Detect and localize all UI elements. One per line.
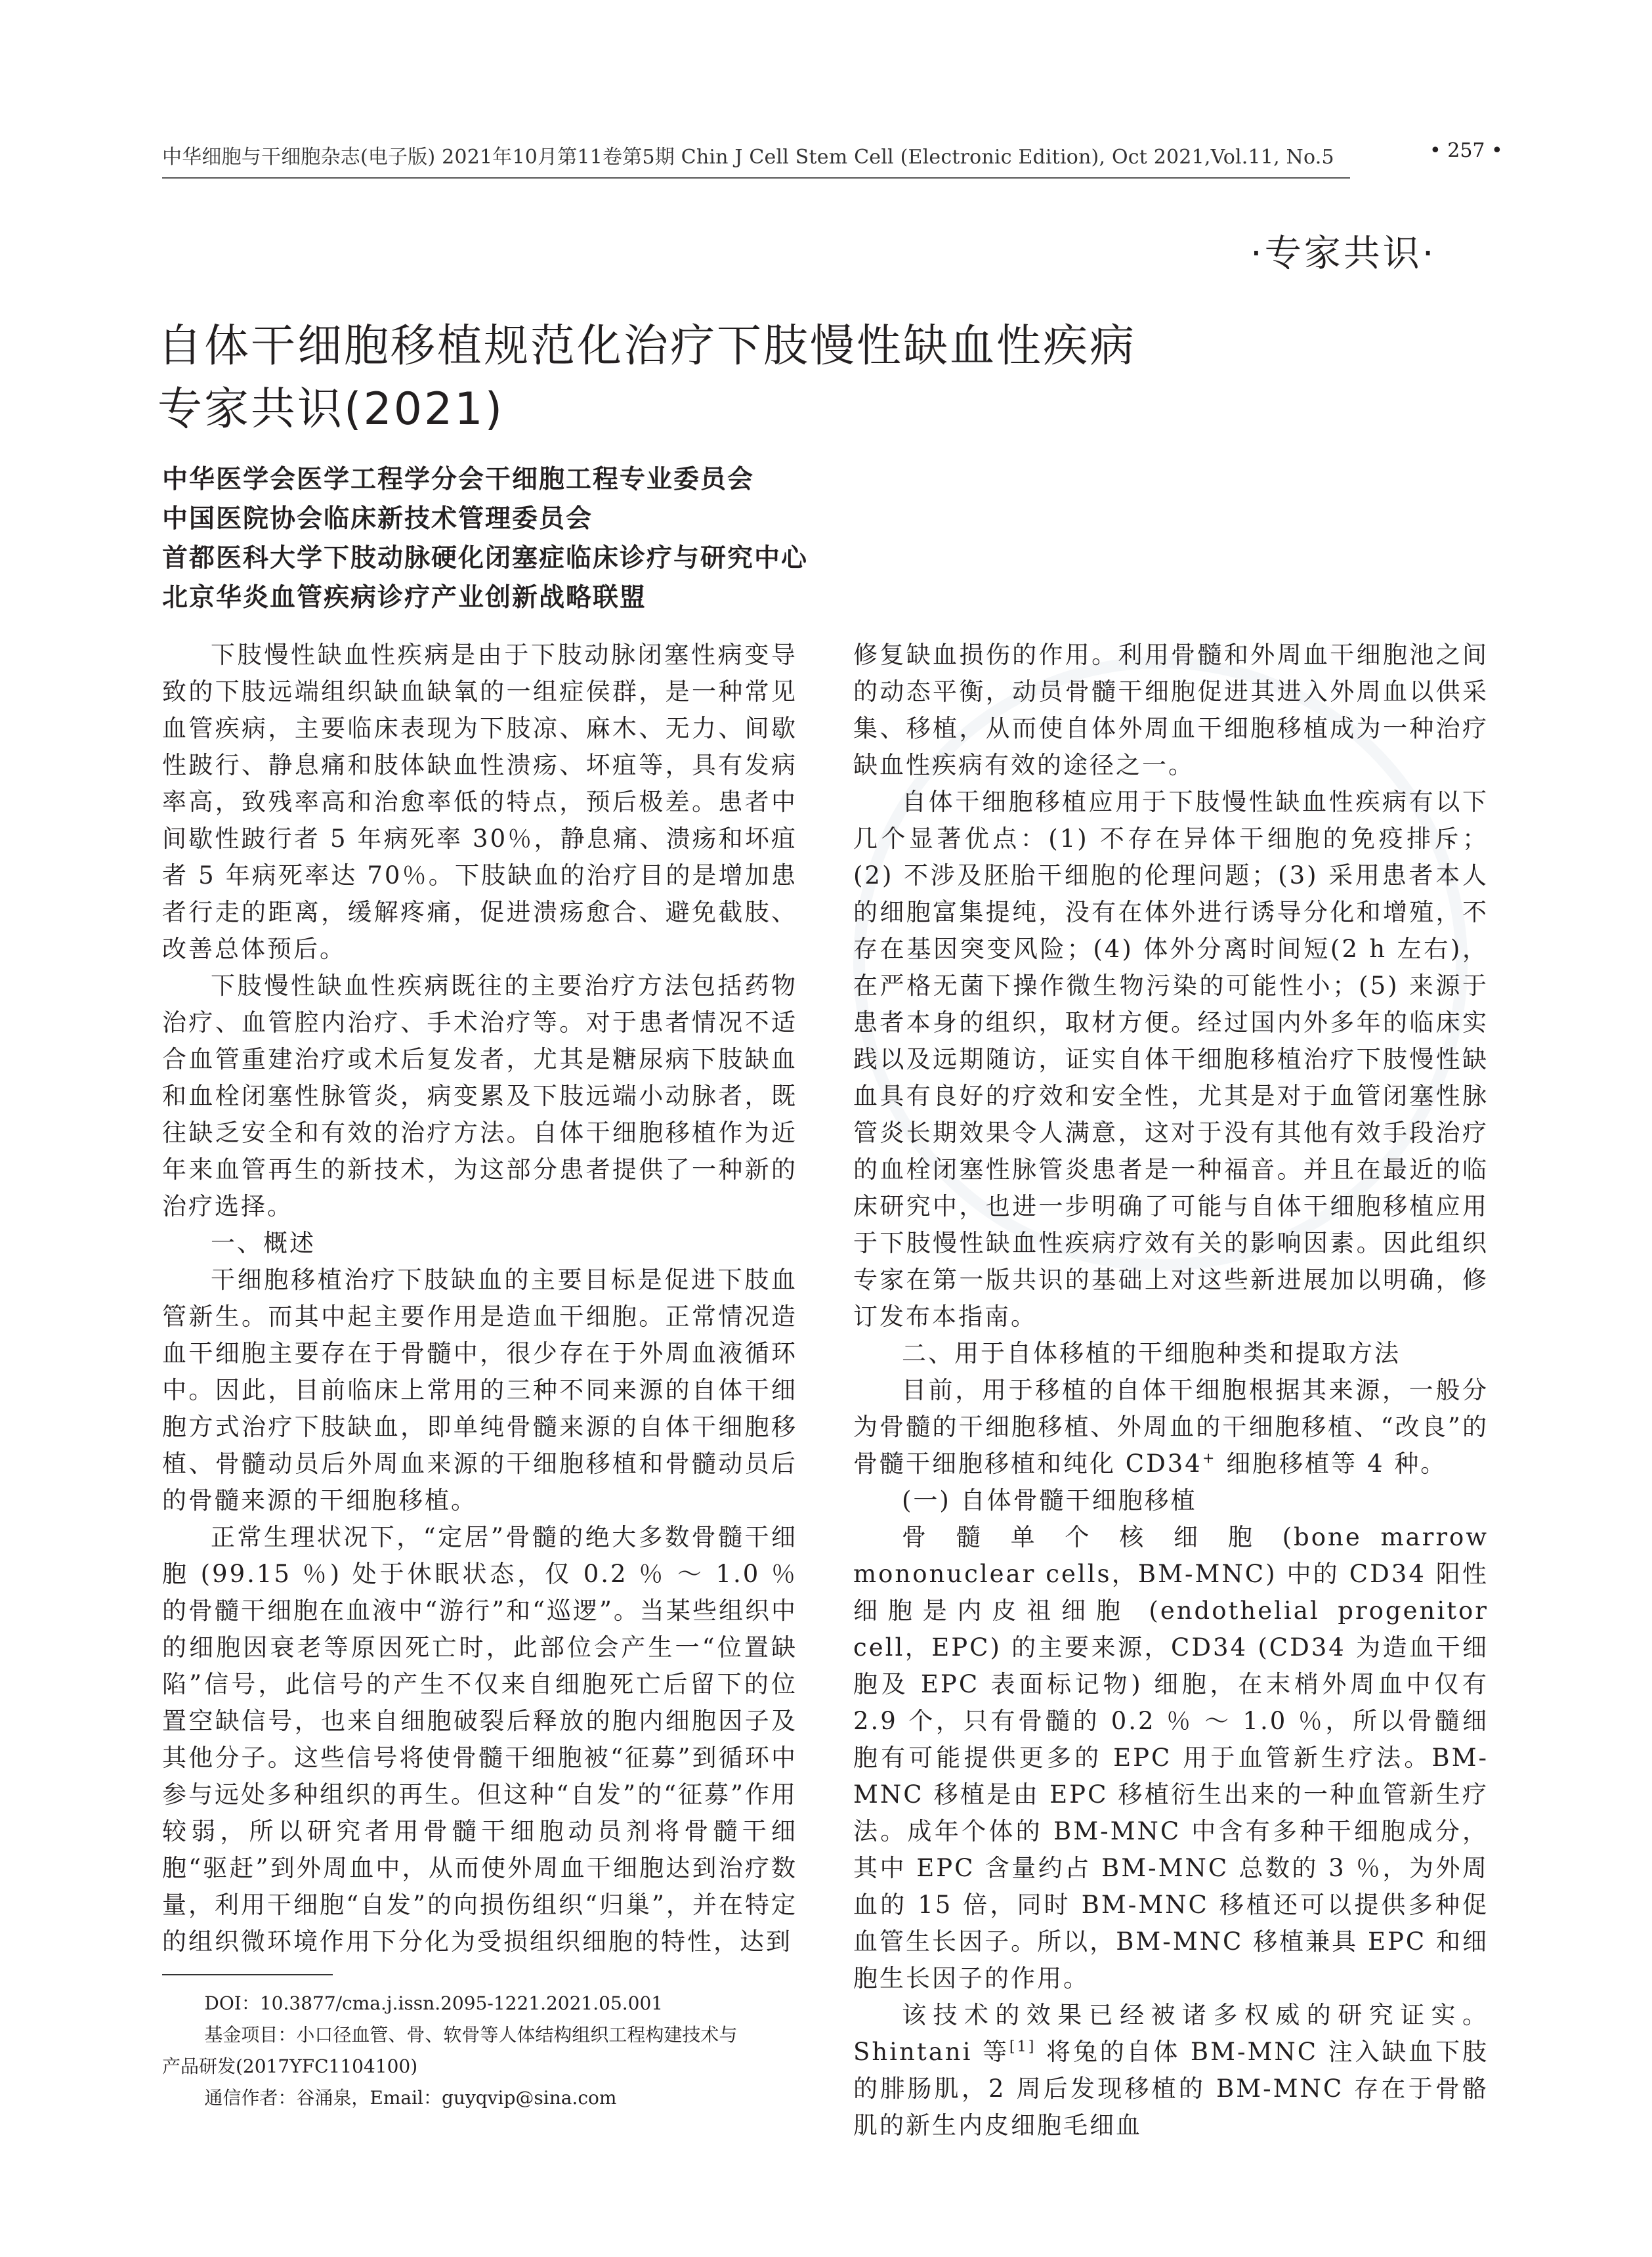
doi: DOI：10.3877/cma.j.issn.2095-1221.2021.05.001 [204,1992,664,2014]
left-column [162,637,797,1960]
article-title [158,315,1273,441]
author-2: 中国医院协会临床新技术管理委员会 [162,504,593,534]
paragraph: 正常生理状况下，“定居”骨髓的绝大多数骨髓干细胞 (99.15 ％) 处于休眠状态，仅 0.2 ％ ～ 1.0 ％的骨髓干细胞在血液中“游行”和“巡逻”。当某些组织中的细胞因衰老等原因死亡时，此部位会产生一“位置缺陷”信号，此信号的产生不仅来自细胞死亡后留下的位置空缺信号，也来自细胞破裂后释放的胞内细胞因子及其他分子。这些信号将使骨髓干细胞被“征募”到循环中参与远处多种组织的再生。但这种“自发”的“征募”作用较弱，所以研究者用骨髓干细胞动员剂将骨髓干细胞“驱赶”到外周血中，从而使外周血干细胞达到治疗数量，利用干细胞“自发”的向损伤组织“归巢”，并在特定的组织微环境作用下分化为受损组织细胞的特性，达到 [162,1523,797,1956]
right-column [853,637,1489,2144]
section-tag: ·专家共识· [1250,232,1437,275]
paragraph: 干细胞移植治疗下肢缺血的主要目标是促进下肢血管新生。而其中起主要作用是造血干细胞。正常情况造血干细胞主要存在于骨髓中，很少存在于外周血液循环中。因此，目前临床上常用的三种不同来源的自体干细胞方式治疗下肢缺血，即单纯骨髓来源的自体干细胞移植、骨髓动员后外周血来源的干细胞移植和骨髓动员后的骨髓来源的干细胞移植。 [162,1266,797,1515]
footnotes [162,1988,797,2114]
title-line-1: 自体干细胞移植规范化治疗下肢慢性缺血性疾病 [158,320,1137,372]
author-1: 中华医学会医学工程学分会干细胞工程专业委员会 [162,464,755,494]
author-4: 北京华炎血管疾病诊疗产业创新战略联盟 [162,582,647,613]
fund-line-2: 产品研发(2017YFC1104100) [162,2055,418,2077]
paragraph: 修复缺血损伤的作用。利用骨髓和外周血干细胞池之间的动态平衡，动员骨髓干细胞促进其进入外周血以供采集、移植，从而使自体外周血干细胞移植成为一种治疗缺血性疾病有效的途径之一。 [853,641,1489,779]
paragraph: 下肢慢性缺血性疾病是由于下肢动脉闭塞性病变导致的下肢远端组织缺血缺氧的一组症侯群，是一种常见血管疾病，主要临床表现为下肢凉、麻木、无力、间歇性跛行、静息痛和肢体缺血性溃疡、坏疽等，具有发病率高，致残率高和治愈率低的特点，预后极差。患者中间歇性跛行者 5 年病死率 30％，静息痛、溃疡和坏疽者 5 年病死率达 70％。下肢缺血的治疗目的是增加患者行走的距离，缓解疼痛，促进溃疡愈合、避免截肢、改善总体预后。 [162,641,797,963]
paragraph [853,1997,1489,2144]
title-line-2: 专家共识(2021) [158,383,505,435]
author-3: 首都医科大学下肢动脉硬化闭塞症临床诊疗与研究中心 [162,543,809,573]
subsection-heading-bone-marrow: (一) 自体骨髓干细胞移植 [902,1486,1197,1515]
section-heading-stem-cell-types: 二、用于自体移植的干细胞种类和提取方法 [902,1339,1401,1367]
running-head: 中华细胞与干细胞杂志(电子版) 2021年10月第11卷第5期 Chin J Cell Stem Cell (Electronic Edition), Oct 2021,Vol.11, No.5 [162,146,1334,169]
header-rule [162,177,1350,179]
paragraph [853,1372,1489,1482]
paragraph: 骨 髓 单 个 核 细 胞 (bone marrow mononuclear cells，BM-MNC) 中的 CD34 阳性细胞是内皮祖细胞 (endothelial progenitor cell，EPC) 的主要来源，CD34 (CD34 为造血干细胞及 EPC 表面标记物) 细胞，在末梢外周血中仅有 2.9 个，只有骨髓的 0.2 ％ ～ 1.0 ％，所以骨髓细胞有可能提供更多的 EPC 用于血管新生疗法。BM-MNC 移植是由 EPC 移植衍生出来的一种血管新生疗法。成年个体的 BM-MNC 中含有多种干细胞成分，其中 EPC 含量约占 BM-MNC 总数的 3 ％，为外周血的 15 倍，同时 BM-MNC 移植还可以提供多种促血管生长因子。所以，BM-MNC 移植兼具 EPC 和细胞生长因子的作用。 [853,1523,1489,1992]
corresponding-author: 通信作者：谷涌泉，Email：guyqvip@sina.com [204,2087,617,2109]
footnote-rule [162,1974,333,1975]
page-number: • 257 • [1430,139,1503,162]
author-list [162,460,808,617]
paragraph: 自体干细胞移植应用于下肢慢性缺血性疾病有以下几个显著优点：(1) 不存在异体干细胞的免疫排斥；(2) 不涉及胚胎干细胞的伦理问题；(3) 采用患者本人的细胞富集提纯，没有在体外进行诱导分化和增殖，不存在基因突变风险；(4) 体外分离时间短(2 h 左右)，在严格无菌下操作微生物污染的可能性小；(5) 来源于患者本身的组织，取材方便。经过国内外多年的临床实践以及远期随访，证实自体干细胞移植治疗下肢慢性缺血具有良好的疗效和安全性，尤其是对于血管闭塞性脉管炎长期效果令人满意，这对于没有其他有效手段治疗的血栓闭塞性脉管炎患者是一种福音。并且在最近的临床研究中，也进一步明确了可能与自体干细胞移植应用于下肢慢性缺血性疾病疗效有关的影响因素。因此组织专家在第一版共识的基础上对这些新进展加以明确，修订发布本指南。 [853,788,1489,1331]
citation[interactable]: [1] [1009,2038,1036,2055]
fund-line-1: 基金项目：小口径血管、骨、软骨等人体结构组织工程构建技术与 [204,2024,738,2046]
section-heading-overview: 一、概述 [211,1229,316,1257]
superscript: + [1202,1450,1217,1467]
paragraph: 下肢慢性缺血性疾病既往的主要治疗方法包括药物治疗、血管腔内治疗、手术治疗等。对于患者情况不适合血管重建治疗或术后复发者，尤其是糖尿病下肢缺血和血栓闭塞性脉管炎，病变累及下肢远端小动脉者，既往缺乏安全和有效的治疗方法。自体干细胞移植作为近年来血管再生的新技术，为这部分患者提供了一种新的治疗选择。 [162,972,797,1220]
paragraph-text: 该技术的效果已经被诸多权威的研究证实。Shintani 等 [853,2001,1489,2066]
paragraph-text: 细胞移植等 4 种。 [1216,1450,1447,1478]
paragraph-text: 目前，用于移植的自体干细胞根据其来源，一般分为骨髓的干细胞移植、外周血的干细胞移植、“改良”的骨髓干细胞移植和纯化 CD34 [853,1376,1489,1478]
paragraph-text: 将兔的自体 BM-MNC 注入缺血下肢的腓肠肌，2 周后发现移植的 BM-MNC 存在于骨骼肌的新生内皮细胞毛细血 [853,2038,1489,2139]
